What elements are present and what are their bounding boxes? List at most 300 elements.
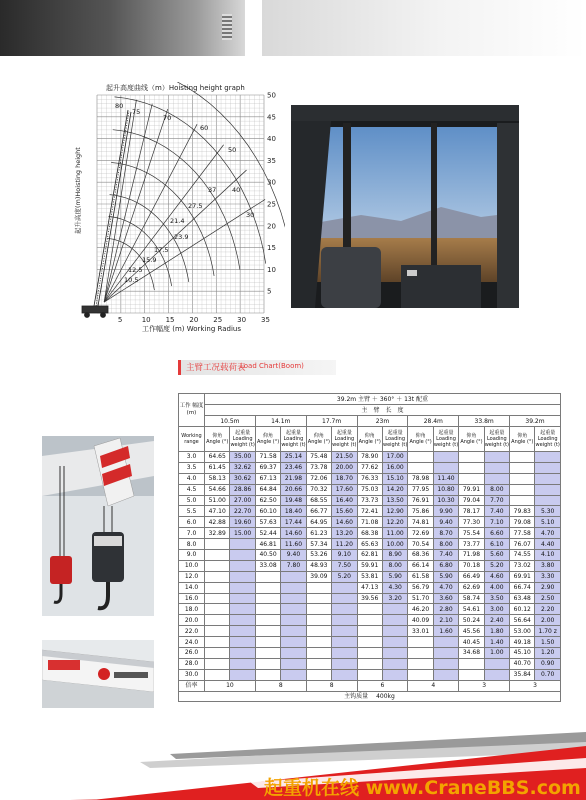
load-cell: 9.40 [281, 550, 306, 561]
load-cell [281, 571, 306, 582]
load-cell: 15.60 [332, 506, 357, 517]
load-cell: 10.00 [382, 539, 407, 550]
load-cell: 9.90 [433, 506, 458, 517]
angle-cell: 54.61 [459, 604, 484, 615]
angle-cell: 57.63 [255, 517, 280, 528]
graph-curve-label: 15.9 [142, 256, 157, 264]
graph-y-tick: 45 [267, 113, 276, 122]
angle-cell: 64.95 [306, 517, 331, 528]
angle-cell: 79.08 [510, 517, 535, 528]
load-cell: 8.70 [433, 528, 458, 539]
load-cell [230, 582, 255, 593]
graph-x-tick: 25 [213, 316, 223, 324]
angle-cell [510, 495, 535, 506]
angle-cell [306, 582, 331, 593]
table-row [179, 615, 561, 626]
angle-cell: 75.54 [459, 528, 484, 539]
angle-cell: 46.81 [255, 539, 280, 550]
load-cell [281, 648, 306, 659]
angle-cell: 76.91 [408, 495, 433, 506]
table-row [179, 462, 561, 473]
angle-cell: 49.18 [510, 637, 535, 648]
load-cell: 7.10 [484, 517, 509, 528]
load-cell: 21.50 [332, 452, 357, 463]
table-row [179, 517, 561, 528]
graph-x-axis-label: 工作幅度 (m) Working Radius [142, 325, 241, 333]
load-cell: 22.70 [230, 506, 255, 517]
graph-x-tick: 30 [237, 316, 247, 324]
angle-cell [255, 669, 280, 680]
load-cell: 14.60 [281, 528, 306, 539]
graph-curve-label: 60 [200, 124, 209, 132]
load-cell [281, 615, 306, 626]
table-row [179, 680, 561, 691]
angle-col-header: 仰角 Angle (°) [306, 427, 331, 452]
angle-cell: 67.13 [255, 473, 280, 484]
table-row [179, 452, 561, 463]
load-cell: 35.00 [230, 452, 255, 463]
graph-curve-label: 50 [228, 146, 237, 154]
load-cell [535, 462, 560, 473]
angle-cell [357, 604, 382, 615]
working-range-en: Working range [179, 427, 205, 452]
working-range-header: 工作 幅度 (m) [179, 394, 205, 427]
angle-cell: 69.91 [510, 571, 535, 582]
load-chart-title: 主臂工况载荷表 [186, 363, 246, 373]
load-cell: 17.60 [332, 484, 357, 495]
load-cell: 21.98 [281, 473, 306, 484]
load-cell: 1.40 [484, 637, 509, 648]
angle-cell [459, 658, 484, 669]
load-cell [433, 637, 458, 648]
load-cell: 11.60 [281, 539, 306, 550]
hook-weight-row [179, 691, 561, 702]
graph-curve-label: 21.4 [170, 217, 185, 225]
graph-curve-label: 12.5 [128, 266, 143, 274]
load-cell: 5.10 [535, 517, 560, 528]
graph-curve-label: 80 [115, 102, 124, 110]
load-cell [535, 452, 560, 463]
load-cell [281, 637, 306, 648]
angle-cell: 42.88 [205, 517, 230, 528]
radius-cell: 24.0 [179, 637, 205, 648]
radius-cell: 6.0 [179, 517, 205, 528]
load-col-header: 起重量 Loading weight (t) [535, 427, 560, 452]
load-cell: 8.90 [382, 550, 407, 561]
load-cell [281, 669, 306, 680]
radius-cell: 7.0 [179, 528, 205, 539]
radius-cell: 14.0 [179, 582, 205, 593]
radius-cell: 18.0 [179, 604, 205, 615]
load-cell: 1.80 [484, 626, 509, 637]
load-cell: 3.20 [382, 593, 407, 604]
table-row [179, 506, 561, 517]
load-cell: 2.00 [535, 615, 560, 626]
load-chart-table [178, 393, 561, 702]
load-cell [382, 669, 407, 680]
load-cell [484, 658, 509, 669]
graph-curve-label: 27.5 [188, 202, 203, 210]
boom-length-cell: 10.5m [205, 416, 256, 427]
load-cell: 2.80 [433, 604, 458, 615]
header-band-left [0, 0, 245, 56]
angle-cell [306, 626, 331, 637]
multiplier-cell: 4 [408, 680, 459, 691]
angle-cell: 64.65 [205, 452, 230, 463]
angle-cell: 35.84 [510, 669, 535, 680]
angle-cell [357, 648, 382, 659]
load-cell: 1.70 z [535, 626, 560, 637]
load-cell: 11.40 [433, 473, 458, 484]
load-cell: 10.80 [433, 484, 458, 495]
footer-site-name: 起重机在线 www.CraneBBS.com [264, 777, 581, 799]
angle-cell: 61.58 [408, 571, 433, 582]
angle-cell [255, 637, 280, 648]
angle-cell: 72.41 [357, 506, 382, 517]
load-cell: 8.00 [433, 539, 458, 550]
angle-cell: 76.07 [510, 539, 535, 550]
table-row [179, 604, 561, 615]
radius-cell: 26.0 [179, 648, 205, 659]
angle-col-header: 仰角 Angle (°) [459, 427, 484, 452]
angle-cell [510, 452, 535, 463]
angle-cell [255, 658, 280, 669]
angle-col-header: 仰角 Angle (°) [205, 427, 230, 452]
load-cell: 18.40 [281, 506, 306, 517]
radius-cell: 10.0 [179, 560, 205, 571]
angle-cell [205, 615, 230, 626]
radius-cell: 16.0 [179, 593, 205, 604]
table-row [179, 473, 561, 484]
load-cell: 28.86 [230, 484, 255, 495]
load-cell: 3.60 [433, 593, 458, 604]
graph-y-axis-label: 起升高度(m)Hoisting height [74, 147, 82, 234]
angle-cell: 51.00 [205, 495, 230, 506]
angle-cell: 39.09 [306, 571, 331, 582]
graph-curve-label: 37 [208, 186, 217, 194]
angle-cell: 65.63 [357, 539, 382, 550]
load-cell [433, 658, 458, 669]
table-row [179, 637, 561, 648]
load-cell: 5.20 [332, 571, 357, 582]
angle-cell: 33.08 [255, 560, 280, 571]
graph-title: 起升高度曲线（m）Hoisting height graph [106, 84, 245, 92]
load-cell: 1.20 [535, 648, 560, 659]
angle-cell: 62.81 [357, 550, 382, 561]
load-cell: 4.30 [382, 582, 407, 593]
load-cell [535, 484, 560, 495]
angle-cell: 56.79 [408, 582, 433, 593]
angle-cell [205, 560, 230, 571]
multiplier-label: 倍率 [179, 680, 205, 691]
load-cell: 4.60 [484, 571, 509, 582]
load-cell [433, 648, 458, 659]
angle-col-header: 仰角 Angle (°) [357, 427, 382, 452]
header-band-right [262, 0, 586, 56]
load-cell: 32.62 [230, 462, 255, 473]
graph-y-tick: 30 [267, 178, 276, 187]
load-cell [230, 560, 255, 571]
table-row [179, 550, 561, 561]
load-col-header: 起重量 Loading weight (t) [281, 427, 306, 452]
load-cell: 5.90 [433, 571, 458, 582]
angle-cell: 78.17 [459, 506, 484, 517]
load-cell: 27.00 [230, 495, 255, 506]
angle-cell: 77.95 [408, 484, 433, 495]
angle-cell: 58.74 [459, 593, 484, 604]
radius-cell: 3.0 [179, 452, 205, 463]
angle-cell: 60.12 [510, 604, 535, 615]
load-cell [382, 626, 407, 637]
load-cell: 14.60 [332, 517, 357, 528]
angle-cell: 76.33 [357, 473, 382, 484]
load-cell [382, 615, 407, 626]
load-cell [230, 571, 255, 582]
angle-cell: 68.36 [408, 550, 433, 561]
angle-cell: 53.81 [357, 571, 382, 582]
angle-cell [255, 615, 280, 626]
angle-cell: 71.98 [459, 550, 484, 561]
angle-cell: 58.13 [205, 473, 230, 484]
angle-cell [205, 626, 230, 637]
load-cell: 9.10 [332, 550, 357, 561]
load-cell: 2.90 [535, 582, 560, 593]
boom-photo [42, 640, 154, 708]
radius-cell: 5.5 [179, 506, 205, 517]
angle-cell: 73.73 [357, 495, 382, 506]
angle-cell: 79.83 [510, 506, 535, 517]
angle-cell: 79.91 [459, 484, 484, 495]
angle-cell: 75.86 [408, 506, 433, 517]
load-cell [230, 648, 255, 659]
angle-cell: 62.50 [255, 495, 280, 506]
angle-cell [205, 550, 230, 561]
load-cell [382, 604, 407, 615]
radius-cell: 8.0 [179, 539, 205, 550]
angle-cell [306, 593, 331, 604]
radius-cell: 3.5 [179, 462, 205, 473]
angle-cell: 40.09 [408, 615, 433, 626]
angle-cell [306, 604, 331, 615]
graph-y-tick: 15 [267, 244, 276, 253]
angle-cell: 48.93 [306, 560, 331, 571]
load-cell: 1.50 [535, 637, 560, 648]
load-cell [484, 669, 509, 680]
multiplier-cell: 8 [306, 680, 357, 691]
table-row [179, 416, 561, 427]
angle-cell: 79.04 [459, 495, 484, 506]
load-col-header: 起重量 Loading weight (t) [382, 427, 407, 452]
load-cell: 17.00 [382, 452, 407, 463]
table-row [179, 669, 561, 680]
angle-cell [510, 484, 535, 495]
load-cell: 18.70 [332, 473, 357, 484]
load-cell: 5.90 [382, 571, 407, 582]
load-cell [281, 604, 306, 615]
graph-curve-label: 17.5 [154, 246, 169, 254]
load-cell [230, 669, 255, 680]
graph-curve-label: 23.9 [174, 233, 189, 241]
table-row [179, 484, 561, 495]
angle-cell: 52.44 [255, 528, 280, 539]
angle-col-header: 仰角 Angle (°) [510, 427, 535, 452]
angle-cell [205, 571, 230, 582]
load-cell [484, 452, 509, 463]
angle-cell: 47.10 [205, 506, 230, 517]
angle-cell [205, 593, 230, 604]
load-cell: 7.80 [281, 560, 306, 571]
angle-cell: 45.10 [510, 648, 535, 659]
angle-cell: 40.70 [510, 658, 535, 669]
radius-cell: 22.0 [179, 626, 205, 637]
load-cell [230, 604, 255, 615]
load-cell [382, 648, 407, 659]
angle-cell: 73.78 [306, 462, 331, 473]
config-header: 39.2m 主臂 ＋ 360° ＋ 13t 配重 [205, 394, 561, 405]
load-cell: 19.48 [281, 495, 306, 506]
angle-cell: 33.01 [408, 626, 433, 637]
angle-cell [306, 648, 331, 659]
angle-cell [205, 604, 230, 615]
angle-cell [510, 462, 535, 473]
load-cell [281, 593, 306, 604]
angle-cell [408, 648, 433, 659]
angle-cell [255, 571, 280, 582]
multiplier-cell: 8 [255, 680, 306, 691]
angle-cell [255, 582, 280, 593]
angle-cell [408, 658, 433, 669]
load-cell: 10.30 [433, 495, 458, 506]
angle-cell: 66.74 [510, 582, 535, 593]
angle-cell: 50.24 [459, 615, 484, 626]
angle-cell: 61.45 [205, 462, 230, 473]
angle-cell [205, 669, 230, 680]
graph-y-ticks [267, 92, 276, 296]
load-col-header: 起重量 Loading weight (t) [230, 427, 255, 452]
angle-cell: 32.89 [205, 528, 230, 539]
load-cell [484, 473, 509, 484]
multiplier-cell: 10 [205, 680, 256, 691]
load-cell: 13.20 [332, 528, 357, 539]
angle-cell [357, 615, 382, 626]
load-cell: 2.50 [535, 593, 560, 604]
angle-cell [306, 615, 331, 626]
load-cell: 0.70 [535, 669, 560, 680]
graph-curve-label: 10.5 [124, 276, 139, 284]
load-cell: 15.00 [230, 528, 255, 539]
load-cell [230, 658, 255, 669]
graph-y-tick: 50 [267, 91, 276, 100]
load-cell: 7.50 [332, 560, 357, 571]
angle-cell [459, 669, 484, 680]
graph-curve-label: 70 [163, 114, 172, 122]
load-cell: 30.62 [230, 473, 255, 484]
boom-length-cell: 14.1m [255, 416, 306, 427]
hook-weight-label: 主钩质量 [344, 693, 369, 701]
load-cell: 14.20 [382, 484, 407, 495]
boom-length-header: 主 臂 长 度 [205, 405, 561, 416]
boom-length-cell: 23m [357, 416, 408, 427]
load-cell: 6.10 [484, 539, 509, 550]
graph-grid [97, 95, 264, 313]
graph-x-ticks [118, 316, 270, 324]
load-cell [332, 604, 357, 615]
radius-cell: 5.0 [179, 495, 205, 506]
angle-cell: 60.10 [255, 506, 280, 517]
graph-y-tick: 10 [267, 265, 276, 274]
graph-y-tick: 20 [267, 222, 276, 231]
load-cell: 3.00 [484, 604, 509, 615]
load-cell [230, 615, 255, 626]
angle-cell: 59.91 [357, 560, 382, 571]
load-cell: 13.50 [382, 495, 407, 506]
angle-cell [459, 452, 484, 463]
angle-cell: 68.55 [306, 495, 331, 506]
load-cell: 6.80 [433, 560, 458, 571]
radius-cell: 9.0 [179, 550, 205, 561]
graph-y-tick: 25 [267, 200, 276, 209]
load-cell [535, 495, 560, 506]
angle-cell: 61.23 [306, 528, 331, 539]
radius-cell: 4.0 [179, 473, 205, 484]
angle-cell: 66.77 [306, 506, 331, 517]
angle-cell: 73.02 [510, 560, 535, 571]
table-row [179, 405, 561, 416]
hook-block-photo [42, 436, 154, 616]
table-row [179, 582, 561, 593]
graph-x-tick: 10 [141, 316, 151, 324]
graph-curve-label: 40 [232, 186, 241, 194]
multiplier-cell: 3 [459, 680, 510, 691]
angle-cell: 66.14 [408, 560, 433, 571]
load-cell: 2.20 [535, 604, 560, 615]
angle-cell: 71.58 [255, 452, 280, 463]
angle-cell [306, 669, 331, 680]
header-grip-decoration [222, 14, 232, 40]
load-cell [433, 669, 458, 680]
boom-length-cell: 33.8m [459, 416, 510, 427]
load-cell [535, 473, 560, 484]
load-cell: 3.30 [535, 571, 560, 582]
graph-y-tick: 35 [267, 156, 276, 165]
load-col-header: 起重量 Loading weight (t) [433, 427, 458, 452]
angle-cell [205, 582, 230, 593]
load-cell: 5.30 [535, 506, 560, 517]
load-cell: 8.00 [382, 560, 407, 571]
load-cell: 4.40 [535, 539, 560, 550]
angle-cell [408, 452, 433, 463]
angle-cell: 77.62 [357, 462, 382, 473]
angle-cell: 78.90 [357, 452, 382, 463]
angle-cell: 45.56 [459, 626, 484, 637]
graph-x-tick: 5 [117, 316, 123, 324]
load-cell: 7.40 [484, 506, 509, 517]
angle-cell: 77.58 [510, 528, 535, 539]
angle-cell: 46.20 [408, 604, 433, 615]
load-cell [332, 615, 357, 626]
multiplier-cell: 3 [510, 680, 561, 691]
angle-cell: 40.50 [255, 550, 280, 561]
load-cell [332, 626, 357, 637]
load-cell: 20.00 [332, 462, 357, 473]
load-cell: 5.60 [484, 550, 509, 561]
load-cell [230, 593, 255, 604]
table-row [179, 571, 561, 582]
angle-col-header: 仰角 Angle (°) [255, 427, 280, 452]
table-row [179, 539, 561, 550]
load-cell: 11.00 [382, 528, 407, 539]
load-col-header: 起重量 Loading weight (t) [484, 427, 509, 452]
